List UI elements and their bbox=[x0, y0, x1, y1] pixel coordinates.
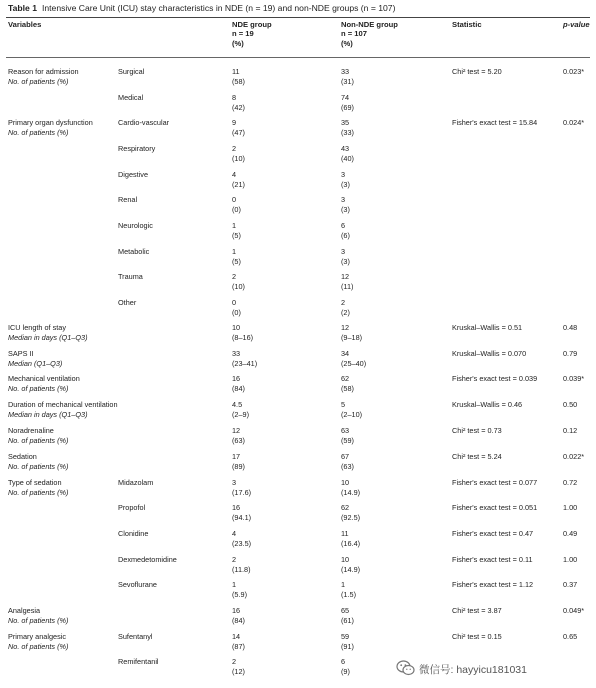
subcategory-cell-line: Cardio-vascular bbox=[118, 118, 170, 127]
header-rule bbox=[6, 57, 590, 58]
variable-cell-line: Mechanical ventilation bbox=[8, 374, 80, 383]
subcategory-cell-line: Sufentanyl bbox=[118, 632, 153, 641]
non-nde-group-cell-line: (16.4) bbox=[341, 538, 361, 548]
p-value-cell bbox=[563, 67, 584, 77]
variable-cell-line: Analgesia bbox=[8, 606, 41, 615]
non-nde-group-cell-line: (31) bbox=[341, 76, 354, 86]
non-nde-group-cell-line: (40) bbox=[341, 153, 354, 163]
subcategory-cell bbox=[118, 195, 137, 205]
non-nde-group-cell-line: 3 bbox=[341, 195, 346, 204]
nde-group-cell-line: (11.8) bbox=[232, 564, 251, 574]
nde-group-cell-line: 1 bbox=[232, 580, 237, 589]
p-value-cell bbox=[563, 349, 577, 359]
non-nde-group-cell-line: (69) bbox=[341, 102, 354, 112]
header-nde-group bbox=[232, 20, 272, 48]
variable-cell-line: Median in days (Q1–Q3) bbox=[8, 409, 88, 419]
non-nde-group-cell-line: 33 bbox=[341, 67, 350, 76]
subcategory-cell-line: Propofol bbox=[118, 503, 146, 512]
nde-group-cell-line: 0 bbox=[232, 195, 237, 204]
subcategory-cell bbox=[118, 555, 177, 565]
nde-group-cell-line: (94.1) bbox=[232, 512, 252, 522]
statistic-cell bbox=[452, 323, 522, 333]
p-value-cell bbox=[563, 118, 584, 128]
statistic-cell-line: Chi² test = 3.87 bbox=[452, 606, 502, 615]
non-nde-group-cell bbox=[341, 349, 366, 368]
subcategory-cell bbox=[118, 144, 155, 154]
non-nde-group-cell-line: (3) bbox=[341, 204, 350, 214]
non-nde-group-cell-line: (6) bbox=[341, 230, 350, 240]
subcategory-cell-line: Dexmedetomidine bbox=[118, 555, 177, 564]
variable-cell bbox=[8, 632, 68, 651]
subcategory-cell-line: Respiratory bbox=[118, 144, 156, 153]
non-nde-group-cell-line: 3 bbox=[341, 247, 346, 256]
nde-group-cell bbox=[232, 323, 253, 342]
nde-group-cell bbox=[232, 221, 241, 240]
nde-group-cell bbox=[232, 272, 245, 291]
variable-cell-line: No. of patients (%) bbox=[8, 76, 69, 86]
p-value-cell bbox=[563, 452, 584, 462]
non-nde-group-cell-line: (91) bbox=[341, 641, 354, 651]
nde-group-cell-line: (8–16) bbox=[232, 332, 254, 342]
non-nde-group-cell-line: (1.5) bbox=[341, 589, 357, 599]
statistic-cell-line: Chi² test = 5.24 bbox=[452, 452, 502, 461]
statistic-cell-line: Chi² test = 0.15 bbox=[452, 632, 502, 641]
p-value-cell bbox=[563, 632, 577, 642]
subcategory-cell-line: Remifentanil bbox=[118, 657, 159, 666]
statistic-cell bbox=[452, 374, 537, 384]
nde-group-cell-line: 16 bbox=[232, 374, 241, 383]
nde-group-cell bbox=[232, 144, 245, 163]
non-nde-group-cell bbox=[341, 272, 353, 291]
statistic-cell bbox=[452, 632, 502, 642]
non-nde-group-cell bbox=[341, 195, 350, 214]
p-value-cell bbox=[563, 323, 577, 333]
nde-group-cell-line: 2 bbox=[232, 555, 237, 564]
p-value-cell-line: 0.039* bbox=[563, 374, 585, 383]
statistic-cell-line: Chi² test = 0.73 bbox=[452, 426, 502, 435]
p-value-cell-line: 1.00 bbox=[563, 503, 578, 512]
variable-cell bbox=[8, 400, 118, 419]
p-value-cell-line: 0.023* bbox=[563, 67, 585, 76]
non-nde-group-cell bbox=[341, 93, 354, 112]
statistic-cell-line: Fisher's exact test = 0.11 bbox=[452, 555, 533, 564]
variable-cell bbox=[8, 349, 62, 368]
statistic-cell-line: Kruskal–Wallis = 0.51 bbox=[452, 323, 523, 332]
nde-group-cell-line: 0 bbox=[232, 298, 237, 307]
statistic-cell-line: Fisher's exact test = 0.077 bbox=[452, 478, 538, 487]
nde-group-cell bbox=[232, 503, 251, 522]
non-nde-group-cell bbox=[341, 374, 354, 393]
non-nde-group-cell-line: 59 bbox=[341, 632, 350, 641]
nde-group-cell-line: (2–9) bbox=[232, 409, 250, 419]
subcategory-cell bbox=[118, 657, 159, 667]
p-value-cell bbox=[563, 478, 577, 488]
variable-cell-line: Noradrenaline bbox=[8, 426, 54, 435]
variable-cell-line: Median in days (Q1–Q3) bbox=[8, 332, 88, 342]
nde-group-cell-line: 2 bbox=[232, 272, 237, 281]
non-nde-group-cell bbox=[341, 144, 354, 163]
non-nde-group-cell bbox=[341, 221, 350, 240]
nde-group-cell bbox=[232, 170, 245, 189]
header-non-nde-unit: (%) bbox=[341, 38, 353, 48]
subcategory-cell-line: Sevoflurane bbox=[118, 580, 157, 589]
watermark bbox=[396, 658, 592, 682]
non-nde-group-cell-line: 5 bbox=[341, 400, 346, 409]
p-value-cell bbox=[563, 374, 584, 384]
nde-group-cell-line: (42) bbox=[232, 102, 245, 112]
variable-cell bbox=[8, 426, 68, 445]
nde-group-cell-line: 14 bbox=[232, 632, 241, 641]
non-nde-group-cell bbox=[341, 298, 350, 317]
statistic-cell bbox=[452, 349, 526, 359]
non-nde-group-cell-line: 62 bbox=[341, 374, 350, 383]
statistic-cell-line: Fisher's exact test = 1.12 bbox=[452, 580, 534, 589]
statistic-cell bbox=[452, 529, 533, 539]
variable-cell-line: No. of patients (%) bbox=[8, 487, 69, 497]
header-non-nde-n: n = 107 bbox=[341, 29, 367, 39]
non-nde-group-cell-line: 11 bbox=[341, 529, 349, 538]
non-nde-group-cell-line: (92.5) bbox=[341, 512, 361, 522]
non-nde-group-cell bbox=[341, 247, 350, 266]
non-nde-group-cell-line: 2 bbox=[341, 298, 346, 307]
non-nde-group-cell bbox=[341, 478, 360, 497]
variable-cell-line: Primary organ dysfunction bbox=[8, 118, 93, 127]
non-nde-group-cell-line: (14.9) bbox=[341, 487, 361, 497]
variable-cell-line: Median (Q1–Q3) bbox=[8, 358, 63, 368]
nde-group-cell-line: 2 bbox=[232, 144, 237, 153]
watermark-text: 微信号: hayyicu181031 bbox=[419, 664, 527, 676]
variable-cell-line: Sedation bbox=[8, 452, 37, 461]
statistic-cell bbox=[452, 478, 537, 488]
non-nde-group-cell-line: 1 bbox=[341, 580, 346, 589]
p-value-cell bbox=[563, 503, 577, 513]
non-nde-group-cell-line: 67 bbox=[341, 452, 350, 461]
nde-group-cell bbox=[232, 606, 245, 625]
statistic-cell bbox=[452, 580, 533, 590]
non-nde-group-cell bbox=[341, 580, 356, 599]
non-nde-group-cell bbox=[341, 606, 354, 625]
nde-group-cell-line: 16 bbox=[232, 503, 241, 512]
nde-group-cell-line: 8 bbox=[232, 93, 237, 102]
nde-group-cell-line: 4 bbox=[232, 529, 237, 538]
non-nde-group-cell-line: 10 bbox=[341, 478, 350, 487]
variable-cell bbox=[8, 67, 79, 86]
nde-group-cell bbox=[232, 657, 245, 676]
nde-group-cell-line: 17 bbox=[232, 452, 241, 461]
non-nde-group-cell-line: 6 bbox=[341, 221, 346, 230]
table-title bbox=[8, 3, 395, 13]
subcategory-cell-line: Neurologic bbox=[118, 221, 153, 230]
nde-group-cell bbox=[232, 632, 245, 651]
nde-group-cell bbox=[232, 67, 245, 86]
nde-group-cell-line: (47) bbox=[232, 127, 245, 137]
variable-cell-line: Duration of mechanical ventilation bbox=[8, 400, 118, 409]
nde-group-cell-line: (63) bbox=[232, 435, 245, 445]
variable-cell-line: Primary analgesic bbox=[8, 632, 66, 641]
nde-group-cell-line: 3 bbox=[232, 478, 237, 487]
statistic-cell bbox=[452, 400, 522, 410]
p-value-cell-line: 0.024* bbox=[563, 118, 585, 127]
top-rule bbox=[6, 17, 590, 18]
header-non-nde-group bbox=[341, 20, 398, 48]
variable-cell bbox=[8, 118, 93, 137]
statistic-cell-line: Fisher's exact test = 0.051 bbox=[452, 503, 538, 512]
nde-group-cell bbox=[232, 400, 249, 419]
subcategory-cell-line: Metabolic bbox=[118, 247, 150, 256]
statistic-cell bbox=[452, 606, 502, 616]
nde-group-cell-line: (84) bbox=[232, 615, 245, 625]
p-value-cell-line: 0.79 bbox=[563, 349, 578, 358]
p-value-cell-line: 0.50 bbox=[563, 400, 578, 409]
subcategory-cell-line: Trauma bbox=[118, 272, 143, 281]
subcategory-cell bbox=[118, 93, 143, 103]
p-value-cell-line: 0.12 bbox=[563, 426, 578, 435]
nde-group-cell-line: (5) bbox=[232, 256, 241, 266]
header-variables: Variables bbox=[8, 20, 42, 29]
nde-group-cell-line: (12) bbox=[232, 666, 245, 676]
p-value-cell-line: 0.65 bbox=[563, 632, 578, 641]
non-nde-group-cell-line: (2) bbox=[341, 307, 350, 317]
subcategory-cell bbox=[118, 272, 143, 282]
subcategory-cell bbox=[118, 632, 152, 642]
statistic-cell bbox=[452, 452, 502, 462]
nde-group-cell-line: (0) bbox=[232, 204, 241, 214]
p-value-cell-line: 1.00 bbox=[563, 555, 578, 564]
non-nde-group-cell-line: (33) bbox=[341, 127, 354, 137]
non-nde-group-cell-line: (58) bbox=[341, 383, 354, 393]
p-value-cell-line: 0.49 bbox=[563, 529, 578, 538]
nde-group-cell-line: (0) bbox=[232, 307, 241, 317]
nde-group-cell-line: 11 bbox=[232, 67, 240, 76]
header-nde-n: n = 19 bbox=[232, 29, 254, 39]
p-value-cell bbox=[563, 529, 577, 539]
statistic-cell-line: Kruskal–Wallis = 0.070 bbox=[452, 349, 527, 358]
non-nde-group-cell bbox=[341, 657, 350, 676]
statistic-cell bbox=[452, 67, 502, 77]
nde-group-cell bbox=[232, 195, 241, 214]
nde-group-cell bbox=[232, 93, 245, 112]
non-nde-group-cell bbox=[341, 452, 354, 471]
non-nde-group-cell-line: (14.9) bbox=[341, 564, 361, 574]
subcategory-cell-line: Midazolam bbox=[118, 478, 154, 487]
non-nde-group-cell-line: 34 bbox=[341, 349, 350, 358]
non-nde-group-cell bbox=[341, 67, 354, 86]
nde-group-cell-line: (84) bbox=[232, 383, 245, 393]
p-value-cell-line: 0.022* bbox=[563, 452, 585, 461]
variable-cell-line: No. of patients (%) bbox=[8, 435, 69, 445]
header-nde-title: NDE group bbox=[232, 20, 272, 29]
non-nde-group-cell-line: (3) bbox=[341, 256, 350, 266]
non-nde-group-cell bbox=[341, 503, 360, 522]
statistic-cell-line: Kruskal–Wallis = 0.46 bbox=[452, 400, 523, 409]
nde-group-cell-line: (23.5) bbox=[232, 538, 252, 548]
table-label: Table 1 bbox=[8, 3, 37, 13]
statistic-cell-line: Fisher's exact test = 15.84 bbox=[452, 118, 538, 127]
statistic-cell bbox=[452, 118, 537, 128]
p-value-cell bbox=[563, 426, 577, 436]
statistic-cell-line: Fisher's exact test = 0.47 bbox=[452, 529, 534, 538]
subcategory-cell-line: Digestive bbox=[118, 170, 149, 179]
header-statistic: Statistic bbox=[452, 20, 482, 29]
variable-cell-line: Reason for admission bbox=[8, 67, 79, 76]
header-nde-unit: (%) bbox=[232, 38, 244, 48]
variable-cell-line: No. of patients (%) bbox=[8, 641, 69, 651]
non-nde-group-cell-line: (11) bbox=[341, 281, 354, 291]
nde-group-cell-line: 2 bbox=[232, 657, 237, 666]
statistic-cell bbox=[452, 503, 537, 513]
nde-group-cell bbox=[232, 478, 251, 497]
non-nde-group-cell-line: (9) bbox=[341, 666, 350, 676]
p-value-cell-line: 0.48 bbox=[563, 323, 578, 332]
statistic-cell-line: Chi² test = 5.20 bbox=[452, 67, 502, 76]
nde-group-cell bbox=[232, 555, 251, 574]
non-nde-group-cell bbox=[341, 555, 360, 574]
nde-group-cell-line: 33 bbox=[232, 349, 241, 358]
nde-group-cell bbox=[232, 452, 245, 471]
variable-cell-line: Type of sedation bbox=[8, 478, 62, 487]
non-nde-group-cell bbox=[341, 632, 354, 651]
variable-cell bbox=[8, 452, 68, 471]
nde-group-cell-line: (17.6) bbox=[232, 487, 252, 497]
non-nde-group-cell bbox=[341, 400, 362, 419]
non-nde-group-cell bbox=[341, 323, 362, 342]
non-nde-group-cell-line: (9–18) bbox=[341, 332, 363, 342]
non-nde-group-cell-line: 74 bbox=[341, 93, 350, 102]
nde-group-cell-line: (89) bbox=[232, 461, 245, 471]
nde-group-cell-line: 4 bbox=[232, 170, 237, 179]
subcategory-cell-line: Renal bbox=[118, 195, 138, 204]
nde-group-cell-line: (87) bbox=[232, 641, 245, 651]
p-value-cell-line: 0.049* bbox=[563, 606, 585, 615]
p-value-cell-line: 0.72 bbox=[563, 478, 578, 487]
non-nde-group-cell-line: 62 bbox=[341, 503, 350, 512]
table-caption: Intensive Care Unit (ICU) stay characteristics in NDE (n = 19) and non-NDE groups (n = 107) bbox=[41, 3, 396, 13]
non-nde-group-cell-line: 6 bbox=[341, 657, 346, 666]
subcategory-cell-line: Other bbox=[118, 298, 137, 307]
subcategory-cell bbox=[118, 503, 145, 513]
variable-cell-line: No. of patients (%) bbox=[8, 127, 69, 137]
nde-group-cell-line: 1 bbox=[232, 221, 237, 230]
non-nde-group-cell-line: 35 bbox=[341, 118, 350, 127]
nde-group-cell bbox=[232, 247, 241, 266]
non-nde-group-cell-line: (3) bbox=[341, 179, 350, 189]
non-nde-group-cell-line: (59) bbox=[341, 435, 354, 445]
nde-group-cell-line: 1 bbox=[232, 247, 237, 256]
variable-cell-line: SAPS II bbox=[8, 349, 34, 358]
nde-group-cell bbox=[232, 529, 251, 548]
variable-cell bbox=[8, 478, 68, 497]
p-value-cell bbox=[563, 606, 584, 616]
variable-cell bbox=[8, 374, 80, 393]
variable-cell-line: No. of patients (%) bbox=[8, 615, 69, 625]
nde-group-cell-line: (58) bbox=[232, 76, 245, 86]
non-nde-group-cell-line: 12 bbox=[341, 272, 350, 281]
non-nde-group-cell bbox=[341, 118, 354, 137]
wechat-icon bbox=[396, 660, 415, 676]
nde-group-cell-line: 10 bbox=[232, 323, 241, 332]
subcategory-cell bbox=[118, 170, 148, 180]
non-nde-group-cell-line: 65 bbox=[341, 606, 350, 615]
header-non-nde-title: Non-NDE group bbox=[341, 20, 398, 29]
nde-group-cell-line: (10) bbox=[232, 153, 245, 163]
nde-group-cell bbox=[232, 426, 245, 445]
p-value-cell-line: 0.37 bbox=[563, 580, 578, 589]
non-nde-group-cell bbox=[341, 170, 350, 189]
statistic-cell-line: Fisher's exact test = 0.039 bbox=[452, 374, 538, 383]
nde-group-cell bbox=[232, 580, 247, 599]
variable-cell bbox=[8, 323, 88, 342]
non-nde-group-cell-line: (2–10) bbox=[341, 409, 363, 419]
subcategory-cell-line: Surgical bbox=[118, 67, 145, 76]
nde-group-cell bbox=[232, 118, 245, 137]
statistic-cell bbox=[452, 555, 533, 565]
variable-cell-line: ICU length of stay bbox=[8, 323, 66, 332]
non-nde-group-cell-line: 43 bbox=[341, 144, 350, 153]
subcategory-cell-line: Medical bbox=[118, 93, 144, 102]
subcategory-cell bbox=[118, 221, 153, 231]
subcategory-cell bbox=[118, 247, 149, 257]
non-nde-group-cell-line: (61) bbox=[341, 615, 354, 625]
nde-group-cell-line: 16 bbox=[232, 606, 241, 615]
p-value-cell bbox=[563, 580, 577, 590]
variable-cell-line: No. of patients (%) bbox=[8, 383, 69, 393]
nde-group-cell-line: (10) bbox=[232, 281, 245, 291]
subcategory-cell-line: Clonidine bbox=[118, 529, 149, 538]
variable-cell bbox=[8, 606, 68, 625]
statistic-cell bbox=[452, 426, 502, 436]
nde-group-cell-line: (23–41) bbox=[232, 358, 258, 368]
subcategory-cell bbox=[118, 529, 148, 539]
subcategory-cell bbox=[118, 67, 144, 77]
variable-cell-line: No. of patients (%) bbox=[8, 461, 69, 471]
nde-group-cell-line: 12 bbox=[232, 426, 241, 435]
nde-group-cell-line: 4.5 bbox=[232, 400, 243, 409]
subcategory-cell bbox=[118, 580, 157, 590]
non-nde-group-cell-line: 10 bbox=[341, 555, 350, 564]
non-nde-group-cell-line: (63) bbox=[341, 461, 354, 471]
nde-group-cell-line: (21) bbox=[232, 179, 245, 189]
non-nde-group-cell-line: 12 bbox=[341, 323, 350, 332]
non-nde-group-cell-line: (25–40) bbox=[341, 358, 367, 368]
nde-group-cell-line: 9 bbox=[232, 118, 237, 127]
subcategory-cell bbox=[118, 298, 136, 308]
subcategory-cell bbox=[118, 118, 169, 128]
nde-group-cell bbox=[232, 349, 257, 368]
non-nde-group-cell-line: 63 bbox=[341, 426, 350, 435]
header-p-value: p-value bbox=[563, 20, 590, 29]
nde-group-cell bbox=[232, 298, 241, 317]
non-nde-group-cell-line: 3 bbox=[341, 170, 346, 179]
p-value-cell bbox=[563, 555, 577, 565]
nde-group-cell-line: (5.9) bbox=[232, 589, 248, 599]
non-nde-group-cell bbox=[341, 529, 360, 548]
nde-group-cell-line: (5) bbox=[232, 230, 241, 240]
non-nde-group-cell bbox=[341, 426, 354, 445]
nde-group-cell bbox=[232, 374, 245, 393]
subcategory-cell bbox=[118, 478, 153, 488]
p-value-cell bbox=[563, 400, 577, 410]
